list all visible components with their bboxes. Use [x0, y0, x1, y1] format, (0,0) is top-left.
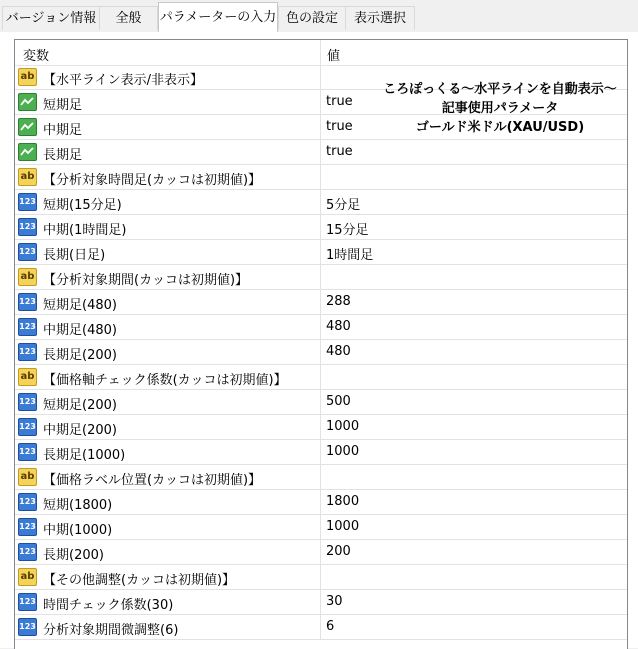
parameter-row[interactable]	[15, 490, 627, 515]
parameter-row[interactable]	[15, 340, 627, 365]
string-type-icon: ab	[18, 368, 37, 386]
parameter-value[interactable]: 5分足	[326, 198, 361, 213]
parameter-panel	[0, 32, 638, 648]
integer-type-icon: 123	[18, 293, 37, 311]
parameter-value[interactable]: 1000	[326, 419, 360, 434]
integer-type-icon: 123	[18, 318, 37, 336]
parameter-name: 【分析対象時間足(カッコは初期値)】	[43, 173, 262, 188]
parameter-name: 中期足(480)	[43, 323, 117, 338]
parameter-value[interactable]: 6	[326, 619, 335, 634]
string-type-icon: ab	[18, 68, 37, 86]
parameter-name: 中期足(200)	[43, 423, 117, 438]
overlay-line-2: 記事使用パラメータ	[441, 101, 559, 116]
parameter-value[interactable]: 30	[326, 594, 343, 609]
parameter-row[interactable]	[15, 440, 627, 465]
tab-color-settings[interactable]: 色の設定	[278, 6, 346, 30]
parameter-row[interactable]	[15, 240, 627, 265]
parameter-name: 長期足	[43, 148, 83, 163]
integer-type-icon: 123	[18, 193, 37, 211]
parameter-row[interactable]	[15, 415, 627, 440]
tab-version-info[interactable]: バージョン情報	[2, 6, 100, 30]
integer-type-icon: 123	[18, 243, 37, 261]
string-type-icon: ab	[18, 568, 37, 586]
parameter-value[interactable]: 200	[326, 544, 351, 559]
string-type-icon: ab	[18, 168, 37, 186]
parameter-row[interactable]	[15, 515, 627, 540]
parameter-row[interactable]	[15, 290, 627, 315]
parameter-row[interactable]	[15, 215, 627, 240]
parameter-row[interactable]	[15, 465, 627, 490]
parameter-row[interactable]	[15, 365, 627, 390]
parameter-name: 分析対象期間微調整(6)	[43, 623, 179, 638]
parameter-name: 【価格ラベル位置(カッコは初期値)】	[43, 473, 262, 488]
tab-bar	[0, 0, 638, 33]
parameter-name: 【分析対象期間(カッコは初期値)】	[43, 273, 249, 288]
parameter-value[interactable]: 15分足	[326, 223, 369, 238]
integer-type-icon: 123	[18, 593, 37, 611]
string-type-icon: ab	[18, 268, 37, 286]
parameter-value[interactable]: true	[326, 119, 353, 134]
parameter-value[interactable]: 480	[326, 344, 351, 359]
parameter-row[interactable]	[15, 315, 627, 340]
parameter-row[interactable]	[15, 190, 627, 215]
parameter-name: 【水平ライン表示/非表示】	[43, 73, 203, 88]
integer-type-icon: 123	[18, 543, 37, 561]
parameter-name: 短期足(480)	[43, 298, 117, 313]
parameter-value[interactable]: 500	[326, 394, 351, 409]
parameter-row[interactable]	[15, 265, 627, 290]
grid-header	[15, 40, 627, 66]
integer-type-icon: 123	[18, 618, 37, 636]
column-header-value[interactable]: 値	[327, 49, 341, 64]
column-header-variable[interactable]: 変数	[23, 49, 50, 64]
integer-type-icon: 123	[18, 518, 37, 536]
overlay-line-3: ゴールド米ドル(XAU/USD)	[415, 120, 585, 135]
parameter-value[interactable]: 1000	[326, 519, 360, 534]
boolean-type-icon	[18, 93, 37, 111]
parameter-name: 長期(日足)	[43, 248, 106, 263]
parameter-name: 短期足(200)	[43, 398, 117, 413]
integer-type-icon: 123	[18, 443, 37, 461]
parameter-name: 【その他調整(カッコは初期値)】	[43, 573, 236, 588]
integer-type-icon: 123	[18, 343, 37, 361]
parameter-name: 【価格軸チェック係数(カッコは初期値)】	[43, 373, 287, 388]
integer-type-icon: 123	[18, 218, 37, 236]
parameter-name: 長期足(200)	[43, 348, 117, 363]
integer-type-icon: 123	[18, 393, 37, 411]
string-type-icon: ab	[18, 468, 37, 486]
parameter-value[interactable]: 480	[326, 319, 351, 334]
parameter-name: 中期(1時間足)	[43, 223, 127, 238]
integer-type-icon: 123	[18, 418, 37, 436]
tab-display-selection[interactable]: 表示選択	[345, 6, 415, 30]
overlay-line-1: ころぽっくる〜水平ラインを自動表示〜	[383, 82, 617, 97]
parameter-name: 中期(1000)	[43, 523, 113, 538]
parameter-value[interactable]: 1時間足	[326, 248, 374, 263]
tab-parameter-input[interactable]: パラメーターの入力	[158, 2, 278, 33]
annotation-overlay	[364, 80, 636, 137]
parameter-name: 長期(200)	[43, 548, 104, 563]
parameter-row[interactable]	[15, 165, 627, 190]
parameter-row[interactable]	[15, 140, 627, 165]
boolean-type-icon	[18, 143, 37, 161]
parameter-row[interactable]	[15, 615, 627, 640]
parameter-rows	[15, 65, 627, 640]
parameter-name: 長期足(1000)	[43, 448, 126, 463]
parameter-name: 短期(1800)	[43, 498, 113, 513]
boolean-type-icon	[18, 118, 37, 136]
parameter-row[interactable]	[15, 390, 627, 415]
parameter-name: 時間チェック係数(30)	[43, 598, 174, 613]
parameter-name: 短期(15分足)	[43, 198, 122, 213]
integer-type-icon: 123	[18, 493, 37, 511]
parameter-row[interactable]	[15, 565, 627, 590]
parameter-name: 中期足	[43, 123, 83, 138]
parameter-value[interactable]: 1000	[326, 444, 360, 459]
parameter-value[interactable]: true	[326, 144, 353, 159]
parameter-row[interactable]	[15, 540, 627, 565]
parameter-value[interactable]: true	[326, 94, 353, 109]
parameter-value[interactable]: 1800	[326, 494, 360, 509]
parameter-value[interactable]: 288	[326, 294, 351, 309]
tab-general[interactable]: 全般	[99, 6, 158, 30]
parameter-row[interactable]	[15, 590, 627, 615]
parameter-name: 短期足	[43, 98, 83, 113]
